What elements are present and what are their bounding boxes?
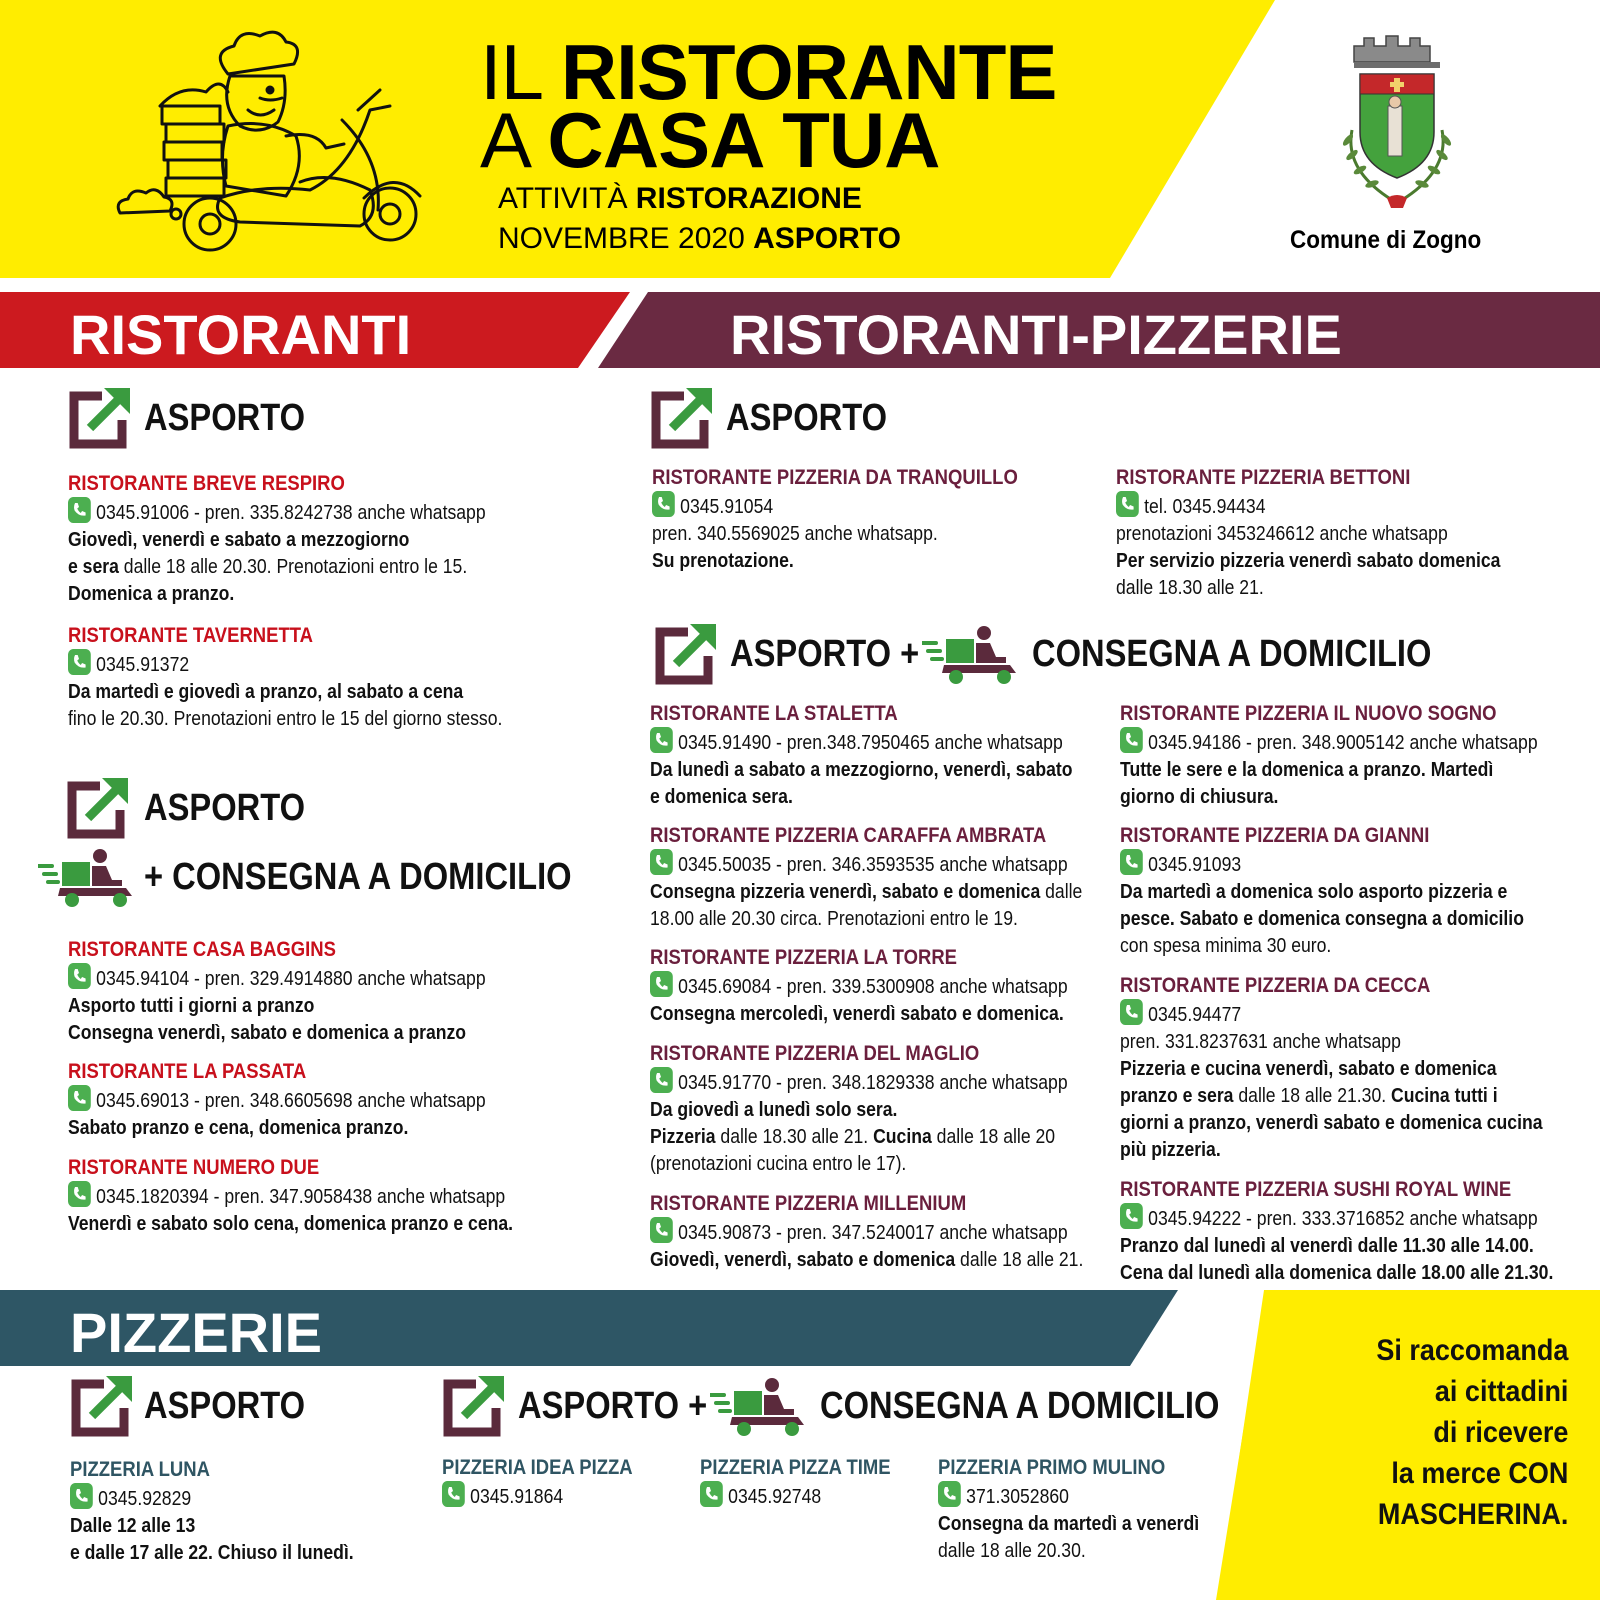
subtitle-line-1: ATTIVITÀ RISTORAZIONE bbox=[498, 182, 862, 215]
entry-il-nuovo-sogno: RISTORANTE PIZZERIA IL NUOVO SOGNO 0345.94186 - pren. 348.9005142 anche whatsapp Tutte le sere e la domenica a pranzo. Martedì giorno di chiusura. bbox=[1120, 702, 1538, 808]
recommend-line: MASCHERINA. bbox=[1377, 1498, 1568, 1531]
takeaway-arrow-icon bbox=[650, 386, 714, 450]
recommend-line: di ricevere bbox=[1432, 1416, 1568, 1449]
takeaway-arrow-icon bbox=[66, 776, 130, 840]
entry-millenium: RISTORANTE PIZZERIA MILLENIUM 0345.90873 - pren. 347.5240017 anche whatsapp Giovedì, venerdì, sabato e domenica dalle 18 alle 21. bbox=[650, 1192, 1084, 1271]
phone-icon bbox=[650, 1217, 673, 1243]
phone-icon bbox=[1120, 1203, 1143, 1229]
entry-la-passata: RISTORANTE LA PASSATA 0345.69013 - pren. 348.6605698 anche whatsapp Sabato pranzo e cena, domenica pranzo. bbox=[68, 1060, 486, 1139]
phone-icon bbox=[1120, 727, 1143, 753]
phone-icon bbox=[700, 1481, 723, 1507]
phone-icon bbox=[938, 1481, 961, 1507]
ristoranti-consegna-heading: + CONSEGNA A DOMICILIO bbox=[38, 846, 641, 908]
takeaway-arrow-icon bbox=[442, 1374, 506, 1438]
pizzerie-asporto-heading: ASPORTO bbox=[70, 1374, 331, 1438]
phone-icon bbox=[68, 649, 91, 675]
entry-da-tranquillo: RISTORANTE PIZZERIA DA TRANQUILLO 0345.91054 pren. 340.5569025 anche whatsapp. Su prenotazione. bbox=[652, 466, 1018, 572]
recommend-line: la merce CON bbox=[1390, 1457, 1568, 1490]
section-title-ristoranti-pizzerie: RISTORANTI-PIZZERIE bbox=[730, 303, 1342, 366]
takeaway-arrow-icon bbox=[68, 386, 132, 450]
rp-asporto-heading: ASPORTO bbox=[650, 386, 913, 450]
title-line-2: A CASA TUA bbox=[480, 96, 940, 184]
entry-tavernetta: RISTORANTE TAVERNETTA 0345.91372 Da martedì e giovedì a pranzo, al sabato a cena fino le 20.30. Prenotazioni entro le 15 del giorno stesso. bbox=[68, 624, 503, 730]
takeaway-arrow-icon bbox=[654, 622, 718, 686]
phone-icon bbox=[68, 497, 91, 523]
phone-icon bbox=[68, 1085, 91, 1111]
entry-sushi-royal-wine: RISTORANTE PIZZERIA SUSHI ROYAL WINE 0345.94222 - pren. 333.3716852 anche whatsapp Pranzo dal lunedì al venerdì dalle 11.30 alle 14.00. Cena dal lunedì alla domenica dalle 18.00 alle 21.30. bbox=[1120, 1178, 1554, 1284]
recommend-line: ai cittadini bbox=[1434, 1375, 1568, 1408]
phone-icon bbox=[70, 1483, 93, 1509]
section-title-ristoranti: RISTORANTI bbox=[70, 303, 412, 366]
comune-name: Comune di Zogno bbox=[1290, 226, 1482, 254]
entry-primo-mulino: PIZZERIA PRIMO MULINO 371.3052860 Consegna da martedì a venerdì dalle 18 alle 20.30. bbox=[938, 1456, 1200, 1562]
entry-pizza-time: PIZZERIA PIZZA TIME 0345.92748 bbox=[700, 1456, 891, 1508]
takeaway-arrow-icon bbox=[70, 1374, 134, 1438]
phone-icon bbox=[650, 849, 673, 875]
pizzerie-asporto-consegna-heading: ASPORTO + CONSEGNA A DOMICILIO bbox=[442, 1374, 1284, 1438]
delivery-scooter-icon bbox=[710, 1375, 806, 1437]
section-title-pizzerie: PIZZERIE bbox=[70, 1301, 323, 1364]
title-line-1: IL RISTORANTE bbox=[480, 28, 1057, 116]
delivery-scooter-icon bbox=[38, 846, 134, 908]
phone-icon bbox=[652, 491, 675, 517]
phone-icon bbox=[68, 963, 91, 989]
entry-la-torre: RISTORANTE PIZZERIA LA TORRE 0345.69084 - pren. 339.5300908 anche whatsapp Consegna mercoledì, venerdì sabato e domenica. bbox=[650, 946, 1068, 1025]
rp-asporto-consegna-heading: ASPORTO + CONSEGNA A DOMICILIO bbox=[654, 622, 1496, 686]
delivery-scooter-icon bbox=[922, 623, 1018, 685]
phone-icon bbox=[650, 1067, 673, 1093]
phone-icon bbox=[1120, 999, 1143, 1025]
phone-icon bbox=[1116, 491, 1139, 517]
recommend-line: Si raccomanda bbox=[1375, 1334, 1568, 1367]
entry-del-maglio: RISTORANTE PIZZERIA DEL MAGLIO 0345.91770 - pren. 348.1829338 anche whatsapp Da giovedì a lunedì solo sera. Pizzeria dalle 18.30 alle 21. Cucina dalle 18 alle 20 (prenotazioni cucina entro le 17). bbox=[650, 1042, 1068, 1175]
entry-pizzeria-luna: PIZZERIA LUNA 0345.92829 Dalle 12 alle 13 e dalle 17 alle 22. Chiuso il lunedì. bbox=[70, 1458, 354, 1564]
entry-la-staletta: RISTORANTE LA STALETTA 0345.91490 - pren.348.7950465 anche whatsapp Da lunedì a sabato a mezzogiorno, venerdì, sabato e domenica sera. bbox=[650, 702, 1073, 808]
ristoranti-asporto-consegna-heading: ASPORTO bbox=[66, 776, 331, 840]
subtitle-line-2: NOVEMBRE 2020 ASPORTO bbox=[498, 222, 901, 255]
phone-icon bbox=[1120, 849, 1143, 875]
entry-da-gianni: RISTORANTE PIZZERIA DA GIANNI 0345.91093 Da martedì a domenica solo asporto pizzeria e pesce. Sabato e domenica consegna a domicilio con spesa minima 30 euro. bbox=[1120, 824, 1524, 957]
phone-icon bbox=[442, 1481, 465, 1507]
entry-bettoni: RISTORANTE PIZZERIA BETTONI tel. 0345.94434 prenotazioni 3453246612 anche whatsapp Per servizio pizzeria venerdì sabato domenica dalle 18.30 alle 21. bbox=[1116, 466, 1501, 599]
entry-caraffa-ambrata: RISTORANTE PIZZERIA CARAFFA AMBRATA 0345.50035 - pren. 346.3593535 anche whatsapp Consegna pizzeria venerdì, sabato e domenica dalle 18.00 alle 20.30 circa. Prenotazioni entro le 19. bbox=[650, 824, 1083, 930]
phone-icon bbox=[650, 727, 673, 753]
entry-da-cecca: RISTORANTE PIZZERIA DA CECCA 0345.94477 pren. 331.8237631 anche whatsapp Pizzeria e cucina venerdì, sabato e domenica pranzo e sera dalle 18 alle 21.30. Cucina tutti i giorni a pranzo, venerdì sabato e domenica cucina più pizzeria. bbox=[1120, 974, 1543, 1161]
entry-idea-pizza: PIZZERIA IDEA PIZZA 0345.91864 bbox=[442, 1456, 633, 1508]
ristoranti-asporto-heading: ASPORTO bbox=[68, 386, 331, 450]
entry-numero-due: RISTORANTE NUMERO DUE 0345.1820394 - pren. 347.9058438 anche whatsapp Venerdì e sabato solo cena, domenica pranzo e cena. bbox=[68, 1156, 514, 1235]
phone-icon bbox=[68, 1181, 91, 1207]
mask-recommendation bbox=[1376, 1330, 1568, 1535]
entry-casa-baggins: RISTORANTE CASA BAGGINS 0345.94104 - pren. 329.4914880 anche whatsapp Asporto tutti i giorni a pranzo Consegna venerdì, sabato e domenica a pranzo bbox=[68, 938, 486, 1044]
entry-breve-respiro: RISTORANTE BREVE RESPIRO 0345.91006 - pren. 335.8242738 anche whatsapp Giovedì, venerdì e sabato a mezzogiorno e sera dalle 18 alle 20.30. Prenotazioni entro le 15. Domenica a pranzo. bbox=[68, 472, 486, 605]
phone-icon bbox=[650, 971, 673, 997]
